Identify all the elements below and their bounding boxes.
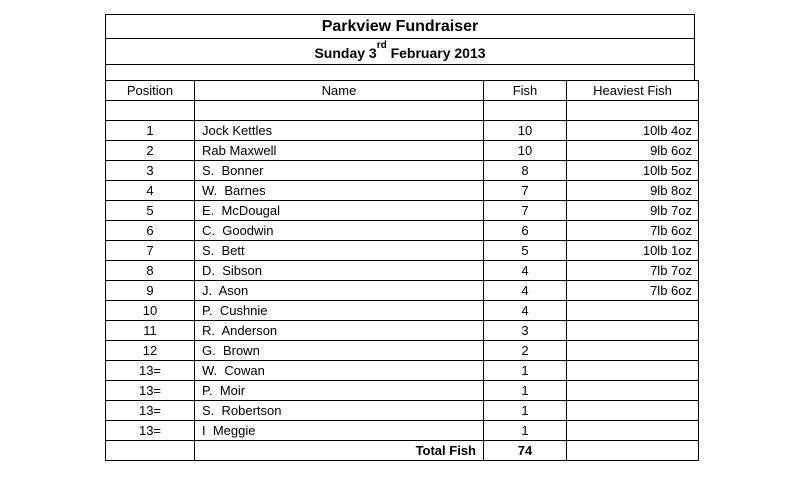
- name-cell: S. Bonner: [195, 161, 484, 181]
- fish-cell: 7: [484, 201, 567, 221]
- fish-cell: 6: [484, 221, 567, 241]
- event-date-ordinal: rd: [376, 40, 387, 51]
- header-position: Position: [106, 81, 195, 101]
- table-row: [106, 381, 699, 401]
- heaviest-fish-cell: [567, 421, 699, 441]
- heaviest-fish-cell: 7lb 6oz: [567, 221, 699, 241]
- name-cell: Jock Kettles: [195, 121, 484, 141]
- table-row: [106, 341, 699, 361]
- position-cell: 7: [106, 241, 195, 261]
- name-cell: W. Cowan: [195, 361, 484, 381]
- heaviest-fish-cell: 9lb 7oz: [567, 201, 699, 221]
- table-row: [106, 361, 699, 381]
- table-row: [106, 121, 699, 141]
- table-row: [106, 261, 699, 281]
- fish-cell: 1: [484, 421, 567, 441]
- position-cell: 10: [106, 301, 195, 321]
- table-row: [106, 301, 699, 321]
- name-cell: D. Sibson: [195, 261, 484, 281]
- position-cell: 13=: [106, 401, 195, 421]
- header-heaviest-fish: Heaviest Fish: [567, 81, 699, 101]
- heaviest-fish-cell: 9lb 6oz: [567, 141, 699, 161]
- table-row: [106, 321, 699, 341]
- fish-cell: 1: [484, 381, 567, 401]
- position-cell: 8: [106, 261, 195, 281]
- heaviest-fish-cell: [567, 301, 699, 321]
- event-date-day: Sunday 3: [314, 45, 377, 61]
- heaviest-fish-cell: [567, 321, 699, 341]
- fish-cell: 4: [484, 301, 567, 321]
- heaviest-fish-cell: 7lb 7oz: [567, 261, 699, 281]
- event-date: [105, 38, 695, 65]
- name-cell: S. Bett: [195, 241, 484, 261]
- total-row: [106, 441, 699, 461]
- name-cell: G. Brown: [195, 341, 484, 361]
- name-cell: C. Goodwin: [195, 221, 484, 241]
- table-row: [106, 421, 699, 441]
- heaviest-fish-cell: [567, 381, 699, 401]
- position-cell: 5: [106, 201, 195, 221]
- name-cell: P. Moir: [195, 381, 484, 401]
- table-row: [106, 241, 699, 261]
- table-row: [106, 161, 699, 181]
- position-cell: 9: [106, 281, 195, 301]
- position-cell: 4: [106, 181, 195, 201]
- heaviest-fish-cell: [567, 361, 699, 381]
- position-cell: 3: [106, 161, 195, 181]
- fish-cell: 3: [484, 321, 567, 341]
- fish-cell: 4: [484, 261, 567, 281]
- header-name: Name: [195, 81, 484, 101]
- header-fish: Fish: [484, 81, 567, 101]
- fish-cell: 5: [484, 241, 567, 261]
- blank-cell: [567, 441, 699, 461]
- total-fish-value: 74: [484, 441, 567, 461]
- fish-cell: 2: [484, 341, 567, 361]
- blank-cell: [484, 101, 567, 121]
- total-fish-label: Total Fish: [195, 441, 484, 461]
- fish-cell: 4: [484, 281, 567, 301]
- position-cell: 13=: [106, 361, 195, 381]
- name-cell: Rab Maxwell: [195, 141, 484, 161]
- heaviest-fish-cell: 10lb 5oz: [567, 161, 699, 181]
- blank-row: [106, 101, 699, 121]
- fish-cell: 7: [484, 181, 567, 201]
- fish-cell: 10: [484, 141, 567, 161]
- blank-cell: [106, 101, 195, 121]
- heaviest-fish-cell: 9lb 8oz: [567, 181, 699, 201]
- name-cell: I Meggie: [195, 421, 484, 441]
- heaviest-fish-cell: 10lb 1oz: [567, 241, 699, 261]
- fish-cell: 10: [484, 121, 567, 141]
- table-row: [106, 281, 699, 301]
- heaviest-fish-cell: [567, 401, 699, 421]
- fish-cell: 8: [484, 161, 567, 181]
- event-date-month-year: February 2013: [386, 45, 486, 61]
- fish-cell: 1: [484, 361, 567, 381]
- sheet-title: Parkview Fundraiser: [105, 14, 695, 39]
- name-cell: W. Barnes: [195, 181, 484, 201]
- blank-cell: [106, 441, 195, 461]
- blank-cell: [195, 101, 484, 121]
- position-cell: 1: [106, 121, 195, 141]
- table-row: [106, 401, 699, 421]
- results-table: [105, 80, 699, 461]
- name-cell: E. McDougal: [195, 201, 484, 221]
- header-row: [106, 81, 699, 101]
- name-cell: J. Ason: [195, 281, 484, 301]
- name-cell: R. Anderson: [195, 321, 484, 341]
- fish-cell: 1: [484, 401, 567, 421]
- position-cell: 2: [106, 141, 195, 161]
- name-cell: S. Robertson: [195, 401, 484, 421]
- blank-spacer-row: [105, 64, 695, 81]
- position-cell: 13=: [106, 381, 195, 401]
- table-row: [106, 141, 699, 161]
- position-cell: 6: [106, 221, 195, 241]
- position-cell: 12: [106, 341, 195, 361]
- position-cell: 11: [106, 321, 195, 341]
- table-row: [106, 221, 699, 241]
- name-cell: P. Cushnie: [195, 301, 484, 321]
- blank-cell: [567, 101, 699, 121]
- heaviest-fish-cell: 7lb 6oz: [567, 281, 699, 301]
- heaviest-fish-cell: 10lb 4oz: [567, 121, 699, 141]
- heaviest-fish-cell: [567, 341, 699, 361]
- position-cell: 13=: [106, 421, 195, 441]
- table-row: [106, 201, 699, 221]
- table-row: [106, 181, 699, 201]
